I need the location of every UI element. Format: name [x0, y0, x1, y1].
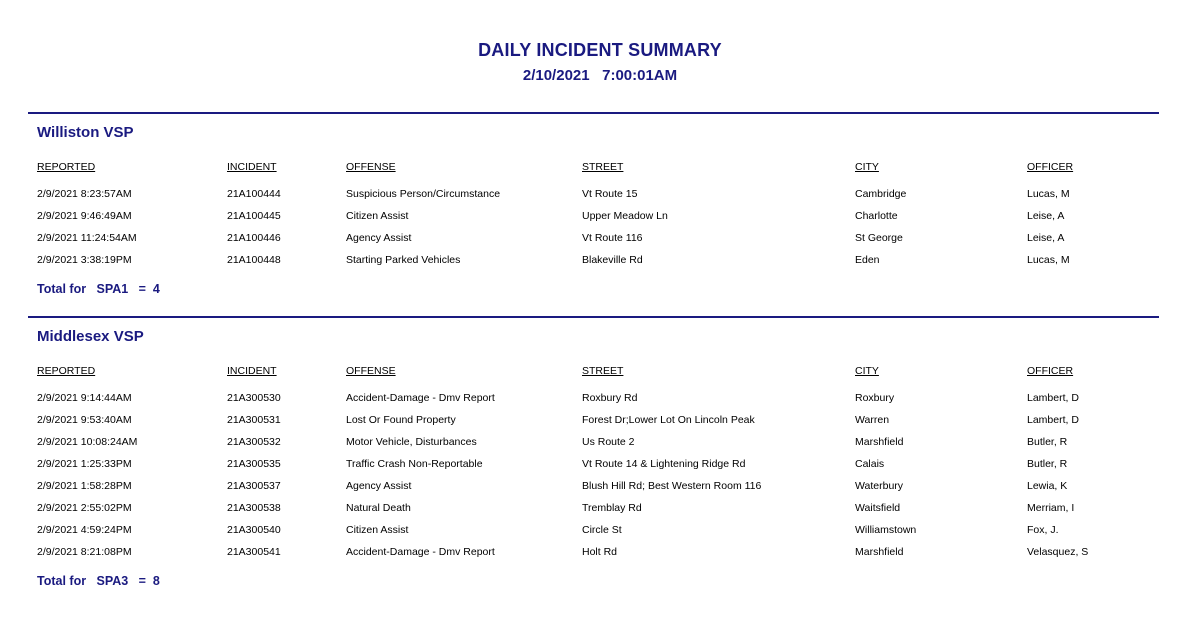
- reported-time: 8:21:08PM: [80, 546, 132, 558]
- cell-incident: 21A300535: [227, 458, 281, 470]
- section-total: [37, 574, 160, 588]
- column-header-officer: OFFICER: [1027, 365, 1074, 377]
- table-row: [37, 453, 1147, 475]
- cell-reported: [37, 409, 227, 431]
- cell-city: Warren: [855, 414, 890, 426]
- cell-incident: 21A300540: [227, 524, 281, 536]
- cell-reported: [37, 519, 227, 541]
- cell-street: Blush Hill Rd; Best Western Room 116: [582, 480, 762, 492]
- cell-city: Calais: [855, 458, 885, 470]
- table-row: [37, 205, 1147, 227]
- reported-date: 2/9/2021: [37, 392, 78, 404]
- reported-date: 2/9/2021: [37, 436, 78, 448]
- table-header-row: [37, 159, 1147, 183]
- total-code: SPA1: [96, 282, 129, 296]
- cell-reported: [37, 541, 227, 563]
- cell-offense: Agency Assist: [346, 232, 412, 244]
- cell-incident: 21A300532: [227, 436, 281, 448]
- table-row: [37, 519, 1147, 541]
- total-label: Total for: [37, 282, 87, 296]
- cell-officer: Butler, R: [1027, 436, 1068, 448]
- cell-reported: [37, 387, 227, 409]
- reported-time: 4:59:24PM: [80, 524, 132, 536]
- column-header-street: STREET: [582, 161, 624, 173]
- reported-time: 10:08:24AM: [80, 436, 138, 448]
- cell-city: Waterbury: [855, 480, 904, 492]
- cell-street: Us Route 2: [582, 436, 635, 448]
- table-row: [37, 387, 1147, 409]
- cell-offense: Motor Vehicle, Disturbances: [346, 436, 477, 448]
- cell-incident: 21A300530: [227, 392, 281, 404]
- cell-reported: [37, 453, 227, 475]
- total-count: 8: [152, 574, 160, 588]
- cell-street: Blakeville Rd: [582, 254, 643, 266]
- reported-time: 1:58:28PM: [80, 480, 132, 492]
- reported-time: 2:55:02PM: [80, 502, 132, 514]
- report-date: 2/10/2021: [522, 67, 590, 84]
- cell-city: Eden: [855, 254, 880, 266]
- cell-city: Williamstown: [855, 524, 917, 536]
- column-header-offense: OFFENSE: [346, 161, 396, 173]
- reported-date: 2/9/2021: [37, 254, 78, 266]
- table-row: [37, 431, 1147, 453]
- report-datetime: [0, 67, 1200, 84]
- cell-reported: [37, 497, 227, 519]
- cell-city: Roxbury: [855, 392, 895, 404]
- reported-date: 2/9/2021: [37, 546, 78, 558]
- total-code: SPA3: [96, 574, 129, 588]
- cell-street: Circle St: [582, 524, 622, 536]
- column-header-street: STREET: [582, 365, 624, 377]
- column-header-city: CITY: [855, 365, 879, 377]
- reported-time: 9:46:49AM: [80, 210, 132, 222]
- cell-reported: [37, 431, 227, 453]
- reported-time: 9:53:40AM: [80, 414, 132, 426]
- reported-date: 2/9/2021: [37, 414, 78, 426]
- reported-time: 1:25:33PM: [80, 458, 132, 470]
- column-header-incident: INCIDENT: [227, 161, 277, 173]
- cell-reported: [37, 205, 227, 227]
- cell-street: Roxbury Rd: [582, 392, 638, 404]
- cell-street: Vt Route 15: [582, 188, 638, 200]
- reported-date: 2/9/2021: [37, 502, 78, 514]
- cell-incident: 21A100448: [227, 254, 281, 266]
- cell-street: Upper Meadow Ln: [582, 210, 668, 222]
- reported-date: 2/9/2021: [37, 524, 78, 536]
- column-header-offense: OFFENSE: [346, 365, 396, 377]
- table-row: [37, 183, 1147, 205]
- table-row: [37, 497, 1147, 519]
- cell-reported: [37, 249, 227, 271]
- cell-city: Cambridge: [855, 188, 907, 200]
- reported-time: 9:14:44AM: [80, 392, 132, 404]
- cell-city: St George: [855, 232, 903, 244]
- cell-offense: Accident-Damage - Dmv Report: [346, 392, 495, 404]
- cell-street: Vt Route 116: [582, 232, 643, 244]
- column-header-officer: OFFICER: [1027, 161, 1074, 173]
- cell-officer: Merriam, I: [1027, 502, 1075, 514]
- cell-officer: Velasquez, S: [1027, 546, 1089, 558]
- section-divider: [28, 112, 1159, 114]
- cell-incident: 21A300538: [227, 502, 281, 514]
- incident-table: [37, 363, 1147, 563]
- cell-reported: [37, 227, 227, 249]
- cell-offense: Agency Assist: [346, 480, 412, 492]
- section-title: Middlesex VSP: [37, 328, 144, 345]
- cell-city: Waitsfield: [855, 502, 901, 514]
- cell-street: Vt Route 14 & Lightening Ridge Rd: [582, 458, 746, 470]
- cell-offense: Suspicious Person/Circumstance: [346, 188, 501, 200]
- cell-offense: Citizen Assist: [346, 210, 409, 222]
- cell-officer: Lewia, K: [1027, 480, 1068, 492]
- cell-incident: 21A300537: [227, 480, 281, 492]
- total-count: 4: [152, 282, 160, 296]
- table-row: [37, 409, 1147, 431]
- cell-city: Marshfield: [855, 436, 904, 448]
- cell-offense: Starting Parked Vehicles: [346, 254, 461, 266]
- reported-date: 2/9/2021: [37, 480, 78, 492]
- section-total: [37, 282, 160, 296]
- cell-incident: 21A100444: [227, 188, 281, 200]
- column-header-reported: REPORTED: [37, 365, 96, 377]
- cell-officer: Butler, R: [1027, 458, 1068, 470]
- cell-offense: Lost Or Found Property: [346, 414, 456, 426]
- section-title: Williston VSP: [37, 124, 134, 141]
- column-header-incident: INCIDENT: [227, 365, 277, 377]
- report-title: DAILY INCIDENT SUMMARY: [478, 40, 722, 60]
- table-row: [37, 249, 1147, 271]
- cell-city: Marshfield: [855, 546, 904, 558]
- reported-date: 2/9/2021: [37, 232, 78, 244]
- cell-reported: [37, 183, 227, 205]
- report-time: 7:00:01AM: [602, 67, 678, 84]
- cell-street: Tremblay Rd: [582, 502, 642, 514]
- table-row: [37, 475, 1147, 497]
- incident-table: [37, 159, 1147, 271]
- reported-time: 11:24:54AM: [80, 232, 137, 244]
- cell-officer: Fox, J.: [1027, 524, 1059, 536]
- column-header-reported: REPORTED: [37, 161, 96, 173]
- cell-city: Charlotte: [855, 210, 898, 222]
- table-row: [37, 541, 1147, 563]
- cell-incident: 21A300531: [227, 414, 281, 426]
- reported-date: 2/9/2021: [37, 210, 78, 222]
- table-header-row: [37, 363, 1147, 387]
- cell-officer: Lucas, M: [1027, 188, 1070, 200]
- cell-incident: 21A100445: [227, 210, 281, 222]
- section-divider: [28, 316, 1159, 318]
- reported-date: 2/9/2021: [37, 188, 78, 200]
- cell-offense: Traffic Crash Non-Reportable: [346, 458, 483, 470]
- reported-time: 8:23:57AM: [80, 188, 132, 200]
- table-row: [37, 227, 1147, 249]
- cell-street: Holt Rd: [582, 546, 618, 558]
- cell-reported: [37, 475, 227, 497]
- total-label: Total for: [37, 574, 87, 588]
- cell-offense: Citizen Assist: [346, 524, 409, 536]
- total-equals: =: [138, 282, 146, 296]
- cell-officer: Lambert, D: [1027, 414, 1079, 426]
- cell-incident: 21A100446: [227, 232, 281, 244]
- total-equals: =: [138, 574, 146, 588]
- column-header-city: CITY: [855, 161, 879, 173]
- reported-time: 3:38:19PM: [80, 254, 132, 266]
- reported-date: 2/9/2021: [37, 458, 78, 470]
- cell-incident: 21A300541: [227, 546, 281, 558]
- cell-street: Forest Dr;Lower Lot On Lincoln Peak: [582, 414, 755, 426]
- cell-offense: Natural Death: [346, 502, 411, 514]
- cell-officer: Leise, A: [1027, 210, 1065, 222]
- cell-officer: Leise, A: [1027, 232, 1065, 244]
- cell-offense: Accident-Damage - Dmv Report: [346, 546, 495, 558]
- cell-officer: Lambert, D: [1027, 392, 1079, 404]
- cell-officer: Lucas, M: [1027, 254, 1070, 266]
